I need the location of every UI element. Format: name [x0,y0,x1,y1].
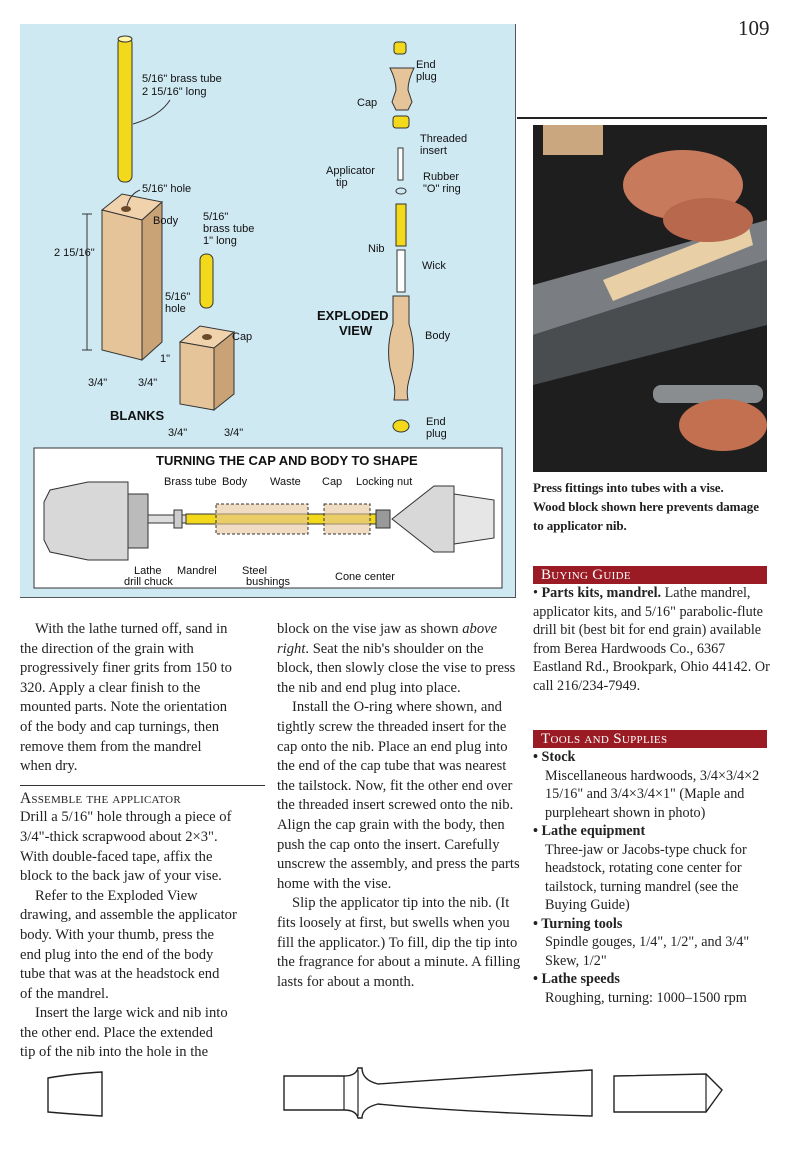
col1-paragraph-3: Refer to the Exploded View drawing, and assemble the applicator body. With your thumb, press the end plug into the end of the body tube that was at the headstock end of the mandrel. [20,887,237,1002]
cap-label: Cap [232,331,253,343]
cap-turning [390,68,414,110]
assemble-heading: Assemble the applicator [20,785,265,809]
hole-cap-label-2: hole [165,303,186,315]
brass-tube-short-label-1: 5/16" [203,211,229,223]
brass-tube-short-label-2: brass tube [203,223,255,235]
exploded-view-title-2: VIEW [339,323,373,338]
col2-paragraph-1: block on the vise jaw as shown above right. Seat the nib's shoulder on the block, then slowly close the vise to press the nib and end plug into place. [277,621,516,696]
col1-paragraph-1: With the lathe turned off, sand in the direction of the grain with progressively finer grits from 150 to 320. Apply a clear finish to the mounted parts. Note the orientation of the body and cap turnings, then remove them from the mandrel when dry. [20,621,232,775]
nib-label: Nib [368,243,385,255]
tool-item-turning-tools: • Turning tools [533,915,623,932]
column-1 [20,620,265,1063]
caption-line-2: Wood block shown here prevents damage [533,499,759,514]
buying-guide-header: Buying Guide [533,566,767,584]
rubber-ring-label-1: Rubber [423,171,460,183]
cap-blank-front [180,342,214,410]
exploded-view-title-1: EXPLODED [317,308,389,323]
cap-dim-34-b: 3/4" [224,427,244,439]
column-2 [277,620,522,992]
tool-item-lathe-equipment: • Lathe equipment [533,823,646,839]
applicator-tip-label-1: Applicator [326,165,375,177]
end-plug-top [394,42,406,54]
body-dim-34-b: 3/4" [138,377,158,389]
caption-line-3: to applicator nib. [533,518,627,533]
photo-top-rule [517,117,767,119]
end-plug-bottom-label-1: End [426,416,446,428]
lathe-chuck-label-2: drill chuck [124,576,173,588]
lathe-chuck-label-1: Lathe [134,565,162,577]
end-plug-top-label-2: plug [416,71,437,83]
o-ring [396,188,406,194]
body-exploded-label: Body [425,330,451,342]
body-dim-34-a: 3/4" [88,377,108,389]
cap-profile [48,1072,102,1116]
col2-paragraph-3: Slip the applicator tip into the nib. (It fits loosely at first, but swells when you fill the applicator.) To fill, dip the tip into the fragrance for about a minute. A filling lasts for about a month. [277,895,521,990]
turning-locking-nut-label: Locking nut [356,476,413,488]
threaded-insert-label-1: Threaded [420,133,468,145]
brass-tube-long-label-2: 2 15/16" long [142,86,207,98]
threaded-insert [393,116,409,128]
turning-cap-label: Cap [322,476,343,488]
photo-caption [533,478,773,535]
steel-bushings-label-2: bushings [246,576,291,588]
rubber-ring-label-2: "O" ring [423,183,461,195]
brass-tube-short-label-3: 1" long [203,235,237,247]
caption-line-1: Press fittings into tubes with a vise. [533,480,724,495]
body-label: Body [153,215,179,227]
applicator-tip-label-2: tip [336,177,348,189]
tools-list: • Stock Miscellaneous hardwoods, 3/4×3/4×2 15/16" and 3/4×3/4×1" (Maple and purpleheart shown in photo) • Lathe equipment Three-jaw or Jacobs-type chuck for headstock, rotating cone center for tailstock, turning mandrel (see the Buying Guide) • Turning tools Spindle gouges, 1/4", 1/2", and 3/4" Skew, 1/2" • Lathe speeds Roughing, turning: 1000–1500 rpm [533,748,773,1007]
cap-exploded-label: Cap [357,97,378,109]
cap-dim-34-a: 3/4" [168,427,188,439]
page-number: 109 [738,16,770,40]
hole-body-label: 5/16" hole [142,183,192,195]
turning-title: TURNING THE CAP AND BODY TO SHAPE [156,453,418,468]
col1-paragraph-4: Insert the large wick and nib into the other end. Place the extended tip of the nib into the hole in the [20,1005,228,1061]
brass-tube-long-label-1: 5/16" brass tube [142,73,222,85]
full-size-profiles [0,1058,807,1128]
steel-bushings-label-1: Steel [242,565,268,577]
turning-brass-tube-label: Brass tube [164,476,217,488]
blanks-label: BLANKS [110,408,165,423]
end-plug-top-label-1: End [416,59,436,71]
tools-header: Tools and Supplies [533,730,767,748]
lathe-chuck [44,482,128,560]
short-brass-tube [200,254,213,308]
threaded-insert-label-2: insert [420,145,447,157]
turning-waste-label: Waste [270,476,301,488]
turning-body-label: Body [222,476,248,488]
body-blank-front [102,210,142,360]
applicator-tip [398,148,403,180]
body-height-label: 2 15/16" [54,247,95,259]
cone-center-label: Cone center [335,571,395,583]
nib [396,204,406,246]
end-plug-bottom-label-2: plug [426,428,447,440]
cap-height-label: 1" [160,353,171,365]
wick [397,250,405,292]
illustration-panel [20,24,516,598]
tool-item-lathe-speeds: • Lathe speeds [533,971,620,987]
wick-label: Wick [422,260,446,272]
vise-photo [533,125,767,472]
col1-paragraph-2: Drill a 5/16" hole through a piece of 3/4"-thick scrapwood about 2×3". With double-faced tape, affix the block to the back jaw of your vise. [20,809,232,885]
locking-nut [376,510,390,528]
buying-guide-body: • Parts kits, mandrel. Lathe mandrel, applicator kits, and 5/16" parabolic-flute drill bit (best bit for end grain) available from Berea Hardwoods Co., 6367 Eastland Rd., Brookpark, Ohio 44142. Or call 216/234-7949. [533,585,770,694]
body-profile [284,1068,592,1118]
tool-item-stock: • Stock [533,749,576,765]
body-turning [389,296,414,400]
long-brass-tube [118,37,132,182]
mandrel-label: Mandrel [177,565,217,577]
woodturning-diagram [20,24,516,598]
hole-cap-label-1: 5/16" [165,291,191,303]
end-plug-bottom [393,420,409,432]
col2-paragraph-2: Install the O-ring where shown, and tightly screw the threaded insert for the cap onto the nib. Place an end plug into the end of the cap tube that was nearest the tailstock. Now, fit the other end over the threaded insert screwed onto the nib. Align the cap grain with the body, then push the cap onto the insert. Carefully unscrew the assembly, and press the parts home with the vise. [277,699,520,892]
